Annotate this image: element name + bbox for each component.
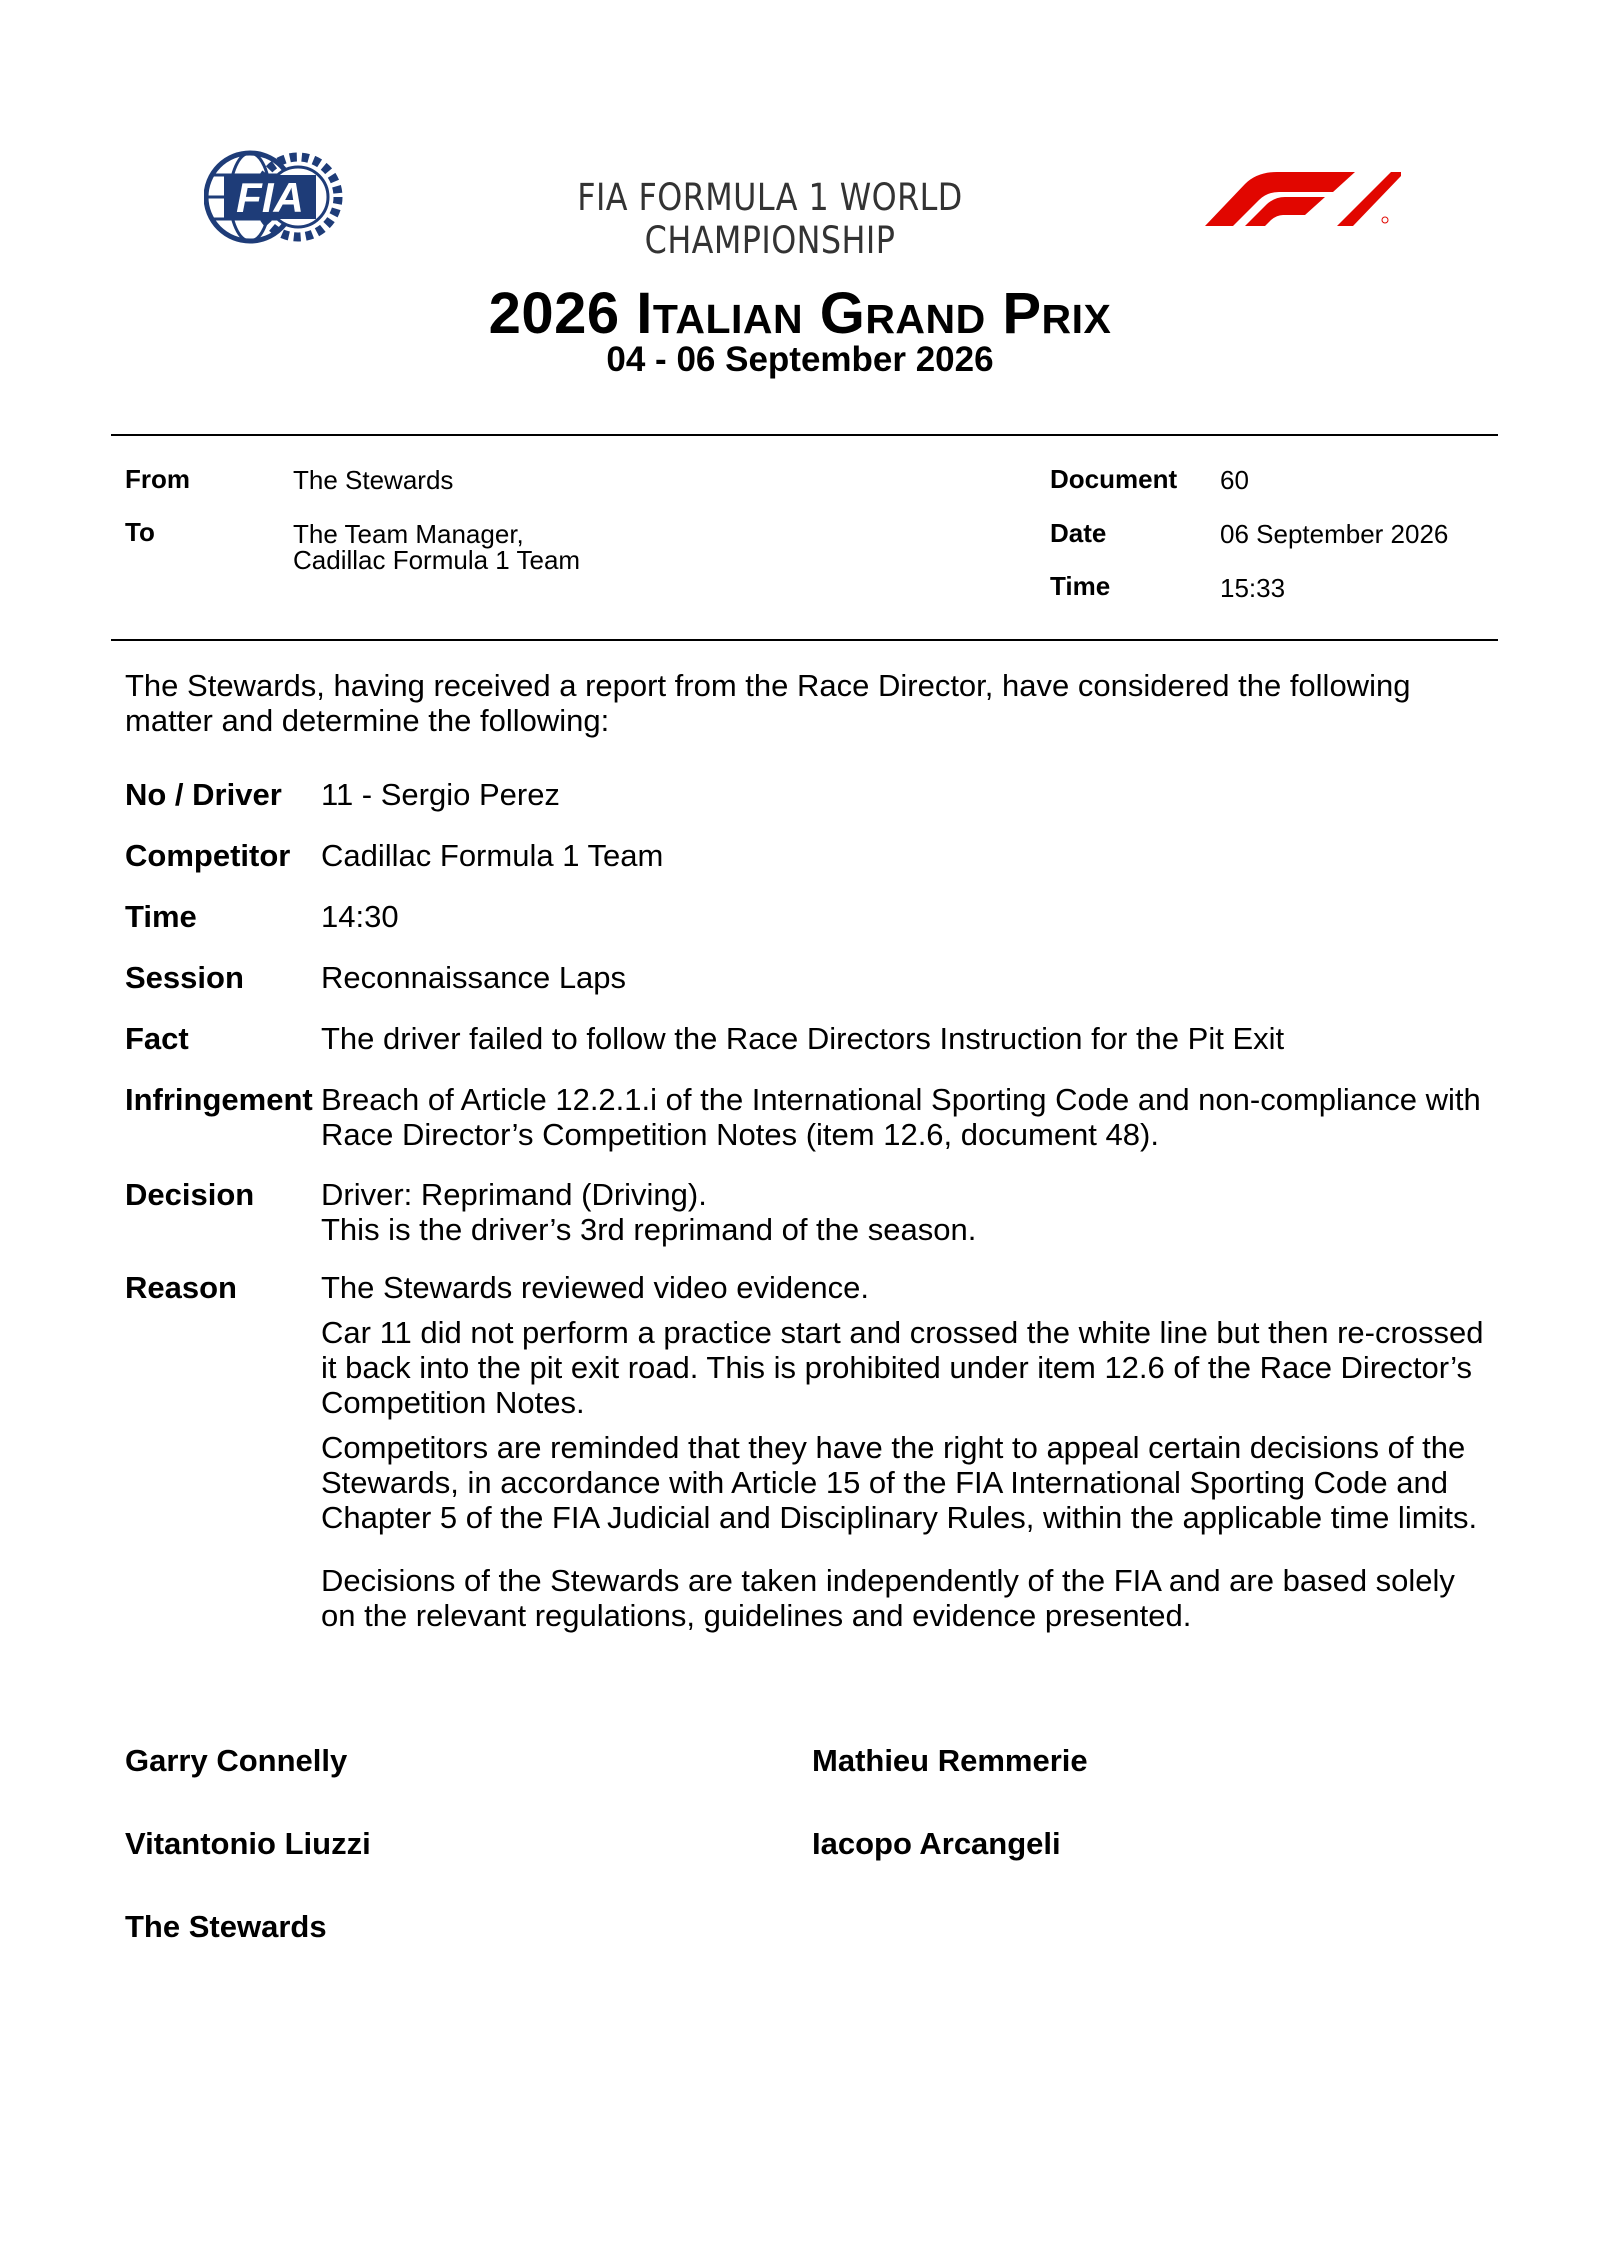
- from-label: From: [125, 464, 190, 494]
- fact-value: The driver failed to follow the Race Directors Instruction for the Pit Exit: [321, 1021, 1285, 1056]
- fact-label: Fact: [125, 1021, 189, 1056]
- decision-value: [321, 1177, 1491, 1247]
- session-label: Session: [125, 960, 244, 995]
- reason-paragraph-1: The Stewards reviewed video evidence.: [321, 1270, 869, 1305]
- to-value-line-2: Cadillac Formula 1 Team: [293, 545, 581, 575]
- date-label: Date: [1050, 518, 1107, 548]
- to-label: To: [125, 517, 155, 547]
- date-value: 06 September 2026: [1220, 519, 1449, 549]
- session-value: Reconnaissance Laps: [321, 960, 627, 995]
- decision-line-2: This is the driver’s 3rd reprimand of the season.: [321, 1212, 977, 1247]
- steward-name: Vitantonio Liuzzi: [125, 1826, 371, 1861]
- incident-time-label: Time: [125, 899, 197, 934]
- championship-title: FIA FORMULA 1 WORLD CHAMPIONSHIP: [577, 176, 963, 262]
- reason-value: [321, 1270, 1491, 1633]
- steward-name: Mathieu Remmerie: [812, 1743, 1088, 1778]
- meta-divider: [111, 639, 1498, 641]
- reason-label: Reason: [125, 1270, 237, 1305]
- reason-paragraph-4: Decisions of the Stewards are taken independently of the FIA and are based solely on the relevant regulations, guidelines and evidence presented.: [321, 1563, 1455, 1633]
- event-dates: 04 - 06 September 2026: [606, 340, 994, 379]
- infringement-label: Infringement: [125, 1082, 313, 1117]
- incident-time-value: 14:30: [321, 899, 399, 934]
- fia-logo-icon: [204, 150, 344, 245]
- infringement-value: Breach of Article 12.2.1.i of the International Sporting Code and non-compliance with Race Director’s Competition Notes (item 12.6, document 48).: [321, 1082, 1481, 1152]
- competitor-value: Cadillac Formula 1 Team: [321, 838, 664, 873]
- decision-label: Decision: [125, 1177, 255, 1212]
- from-value: The Stewards: [293, 465, 454, 495]
- reason-paragraph-3: Competitors are reminded that they have the right to appeal certain decisions of the Stewards, in accordance with Article 15 of the FIA International Sporting Code and Chapter 5 of the FIA Judicial and Disciplinary Rules, within the applicable time limits.: [321, 1430, 1478, 1535]
- header-divider: [111, 434, 1498, 436]
- intro-text: The Stewards, having received a report from the Race Director, have considered the following matter and determine the following:: [125, 668, 1411, 738]
- reason-paragraph-2: Car 11 did not perform a practice start and crossed the white line but then re-crossed it back into the pit exit road. This is prohibited under item 12.6 of the Race Director’s Competition Notes.: [321, 1315, 1484, 1420]
- competitor-label: Competitor: [125, 838, 291, 873]
- time-label: Time: [1050, 571, 1111, 601]
- driver-label: No / Driver: [125, 777, 282, 812]
- time-value: 15:33: [1220, 573, 1286, 603]
- svg-text:FIA: FIA: [236, 174, 304, 221]
- steward-name: Garry Connelly: [125, 1743, 348, 1778]
- f1-logo-icon: [1205, 170, 1401, 226]
- event-title: 2026 Italian Grand Prix: [488, 281, 1112, 346]
- document-value: 60: [1220, 465, 1249, 495]
- document-label: Document: [1050, 464, 1178, 494]
- decision-line-1: Driver: Reprimand (Driving).: [321, 1177, 707, 1212]
- signature-footer: The Stewards: [125, 1909, 327, 1944]
- driver-value: 11 - Sergio Perez: [321, 777, 560, 812]
- to-value-line-1: The Team Manager,: [293, 519, 524, 549]
- steward-name: Iacopo Arcangeli: [812, 1826, 1061, 1861]
